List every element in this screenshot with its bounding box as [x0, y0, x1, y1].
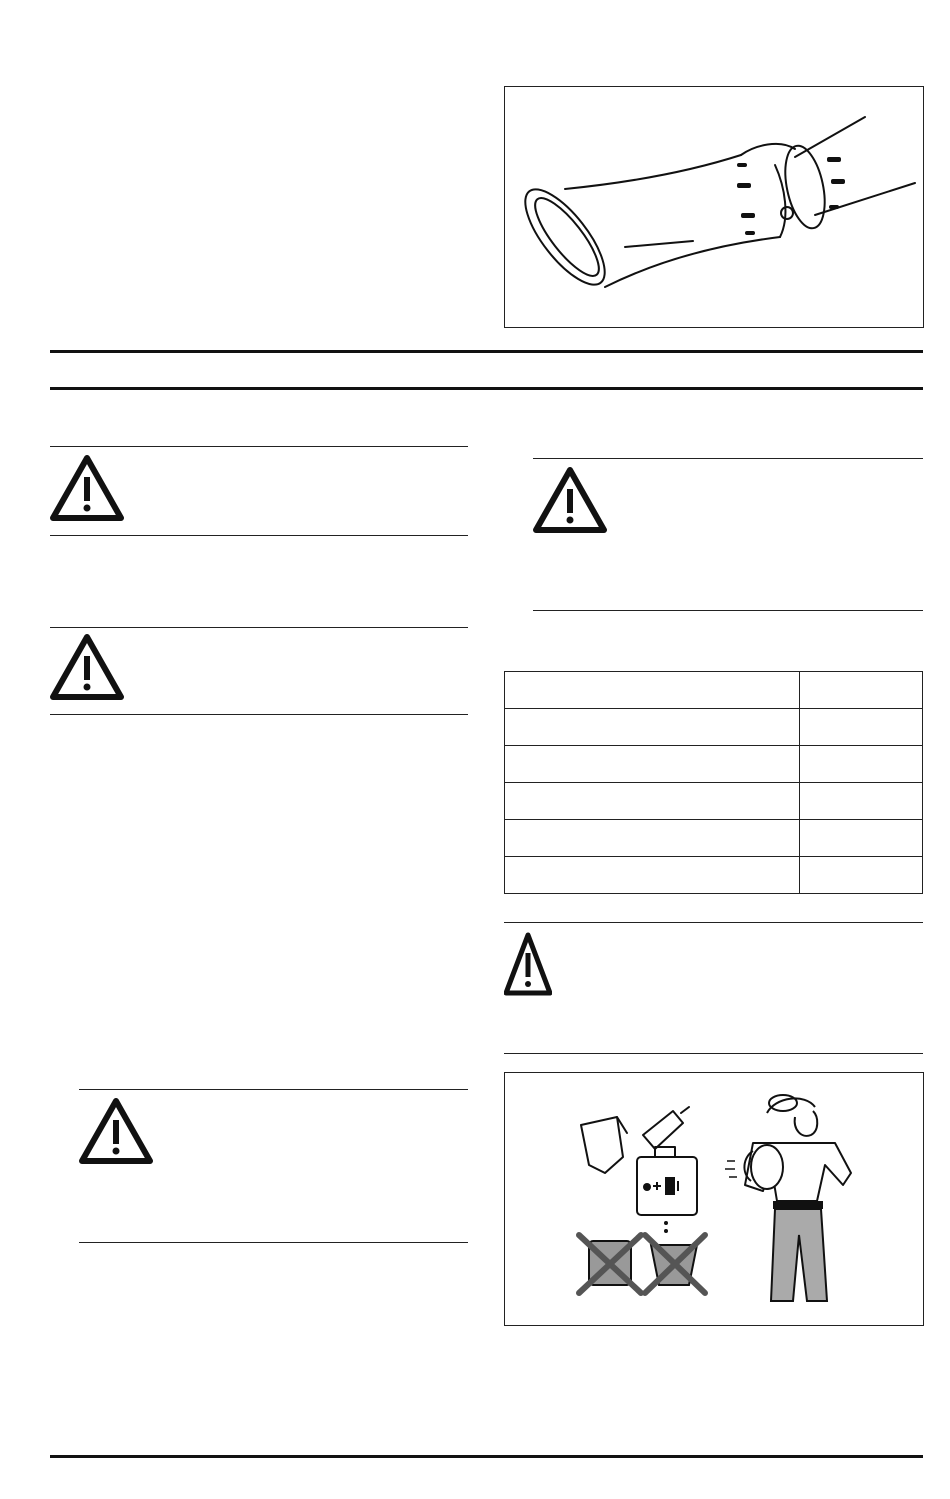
table-cell [505, 709, 800, 746]
section-rule-top [50, 350, 923, 353]
warning-block [504, 922, 923, 1054]
warning-triangle-icon [50, 634, 124, 700]
table-row [505, 709, 923, 746]
table-row [505, 672, 923, 709]
warning-block [79, 1089, 468, 1243]
table-cell [505, 746, 800, 783]
warning-triangle-icon [50, 455, 124, 521]
blower-nozzle-figure [504, 86, 924, 328]
table-cell [800, 746, 923, 783]
warning-triangle-icon [533, 467, 607, 533]
table-cell [505, 672, 800, 709]
fuel-mixing-figure [504, 1072, 924, 1326]
table-row [505, 857, 923, 894]
warning-block [50, 446, 468, 536]
table-row [505, 820, 923, 857]
table-cell [800, 783, 923, 820]
table-cell [505, 783, 800, 820]
fuel-mix-table [504, 671, 923, 894]
fuel-mixing-illustration [505, 1073, 923, 1325]
warning-triangle-icon [504, 931, 552, 997]
footer-rule [50, 1455, 923, 1458]
table-row [505, 746, 923, 783]
table-row [505, 783, 923, 820]
table-cell [505, 857, 800, 894]
table-cell [505, 820, 800, 857]
table-cell [800, 672, 923, 709]
table-cell [800, 820, 923, 857]
section-rule-bottom [50, 387, 923, 390]
warning-block [50, 627, 468, 715]
blower-nozzle-illustration [505, 87, 923, 327]
warning-triangle-icon [79, 1098, 153, 1164]
table-cell [800, 857, 923, 894]
table-cell [800, 709, 923, 746]
warning-block [533, 458, 923, 611]
